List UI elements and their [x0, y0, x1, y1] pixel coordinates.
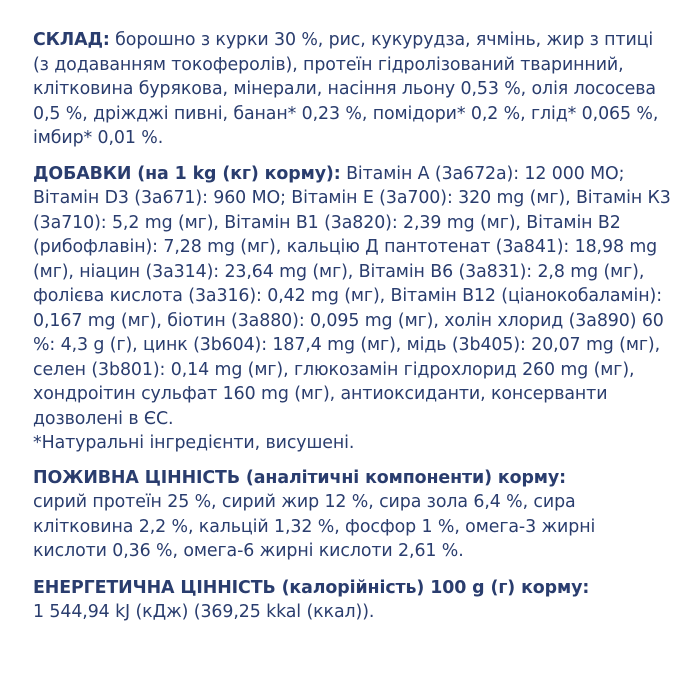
nutrition-text: сирий протеїн 25 %, сирий жир 12 %, сира зола 6,4 %, сира клітковина 2,2 %, кальцій 1,32 %, фосфор 1 %, омега-3 жирні кислоти 0,36 %, омега-6 жирні кислоти 2,61 %. — [33, 492, 596, 561]
nutrition-label: ПОЖИВНА ЦІННІСТЬ (аналітичні компоненти) корму: — [33, 467, 567, 488]
composition-section — [33, 28, 672, 151]
composition-label: СКЛАД: — [33, 30, 110, 50]
additives-text: Вітамін А (3а672а): 12 000 МО; Вітамін D3 (3а671): 960 МО; Вітамін Е (3а700): 320 mg (мг), Вітамін К3 (3а710): 5,2 mg (мг), Вітамін В1 (3а820): 2,39 mg (мг), Вітамін В2 (рибофлавін): 7,28 mg (мг), кальцію Д пантотенат (3а841): 18,98 mg (мг), ніацин (3а314): 23,64 mg (мг), Вітамін В6 (3а831): 2,8 mg (мг), фолієва кислота (3а316): 0,42 mg (мг), Вітамін В12 (ціанокобаламін): 0,167 mg (мг), біотин (3а880): 0,095 mg (мг), холін хлорид (3а890) 60 %: 4,3 g (г), цинк (3b604): 187,4 mg (мг), мідь (3b405): 20,07 mg (мг), селен (3b801): 0,14 mg (мг), глюкозамін гідрохлорид 260 mg (мг), хондроітин сульфат 160 mg (мг), антиоксиданти, консерванти дозволені в ЄС. — [33, 163, 671, 429]
additives-label: ДОБАВКИ (на 1 kg (кг) корму): — [33, 163, 341, 184]
composition-paragraph — [33, 28, 672, 151]
additives-footnote: *Натуральні інгредієнти, висушені. — [33, 433, 355, 453]
additives-section — [33, 162, 672, 456]
energy-section — [33, 576, 672, 625]
energy-text: 1 544,94 kJ (кДж) (369,25 kkal (ккал)). — [33, 602, 375, 622]
composition-text: борошно з курки 30 %, рис, кукурудза, ячмінь, жир з птиці (з додаванням токоферолів), протеїн гідролізований тваринний, клітковина бурякова, мінерали, насіння льону 0,53 %, олія лососева 0,5 %, дріжджі пивні, банан* 0,23 %, помідори* 0,2 %, глід* 0,065 %, імбир* 0,01 %. — [33, 30, 659, 148]
nutrition-section — [33, 466, 672, 564]
energy-label: ЕНЕРГЕТИЧНА ЦІННІСТЬ (калорійність) 100 g (г) корму: — [33, 577, 590, 598]
additives-paragraph — [33, 162, 672, 432]
